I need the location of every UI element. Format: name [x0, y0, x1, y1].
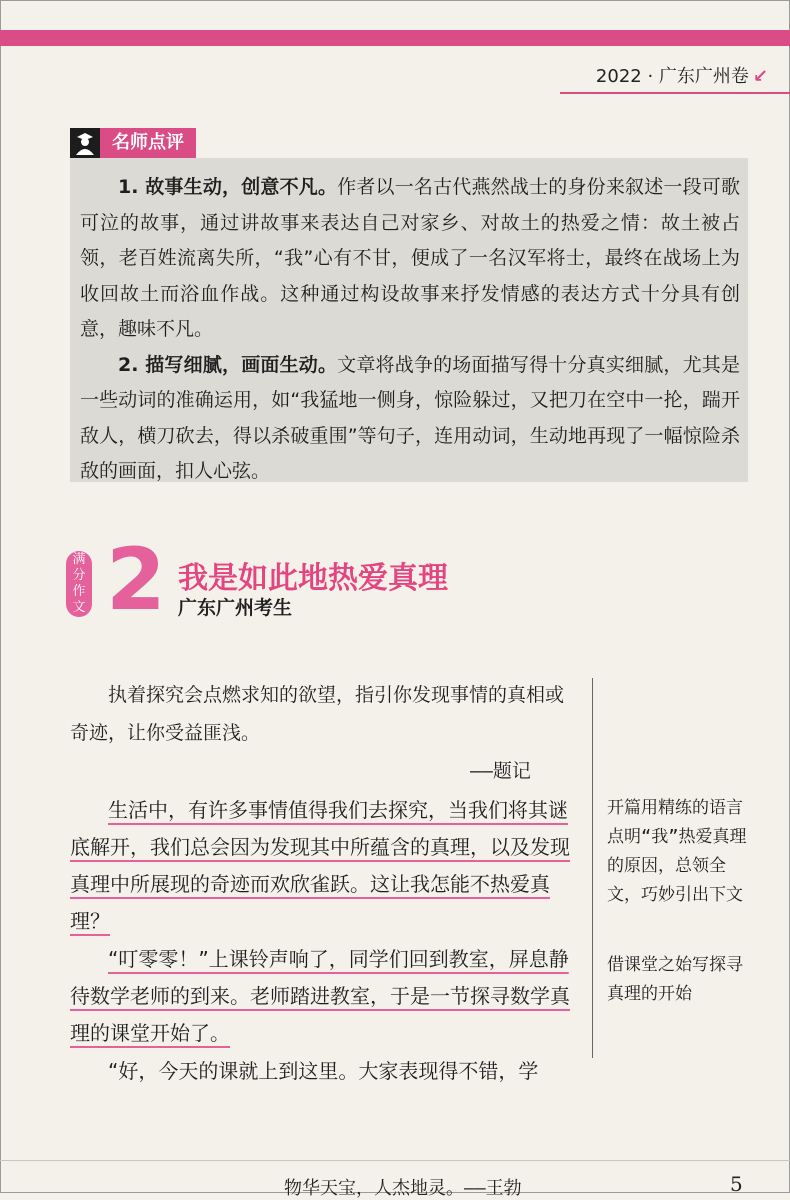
paragraph-2-text: “叮零零！”上课铃声响了，同学们回到教室，屏息静待数学老师的到来。老师踏进教室，于是一节探寻数学真理的课堂开始了。: [70, 947, 570, 1045]
label-char-4: 文: [72, 600, 86, 615]
review-point-1: [80, 170, 740, 348]
paragraph-3-text: “好，今天的课就上到这里。大家表现得不错，学: [108, 1059, 539, 1083]
paragraph-1: [70, 792, 580, 940]
epigraph-text: 执着探究会点燃求知的欲望，指引你发现事情的真相或奇迹，让你受益匪浅。: [70, 684, 565, 744]
review-point-1-body: 作者以一名古代燕然战士的身份来叙述一段可歌可泣的故事，通过讲故事来表达自己对家乡、对故土的热爱之情：故土被占领，老百姓流离失所，“我”心有不甘，便成了一名汉军将士，最终在战场上为收回故土而浴血作战。这种通过构设故事来抒发情感的表达方式十分具有创意，趣味不凡。: [80, 176, 740, 340]
page-number: 5: [730, 1172, 743, 1196]
footer-rule: [0, 1160, 790, 1161]
full-score-label: [66, 551, 92, 617]
essay-author: 广东广州考生: [178, 597, 293, 619]
label-char-2: 分: [72, 568, 86, 583]
essay-number: 2: [106, 530, 166, 630]
margin-rule: [592, 678, 593, 1058]
paragraph-3: [70, 1053, 580, 1090]
review-point-2: [80, 348, 740, 490]
exam-tag-text: 2022 · 广东广州卷: [595, 66, 749, 87]
epigraph-sign: ——题记: [470, 760, 531, 782]
label-char-1: 满: [72, 552, 86, 567]
margin-note-1: 开篇用精练的语言点明“我”热爱真理的原因，总领全文，巧妙引出下文: [607, 798, 747, 905]
exam-tag: [596, 62, 768, 88]
review-text: [80, 170, 740, 490]
paragraph-1-text: 生活中，有许多事情值得我们去探究，当我们将其谜底解开，我们总会因为发现其中所蕴含的真理，以及发现真理中所展现的奇迹而欢欣雀跃。这让我怎能不热爱真理？: [70, 798, 570, 933]
review-point-2-body: 文章将战争的场面描写得十分真实细腻，尤其是一些动词的准确运用，如“我猛地一侧身，惊险躲过，又把刀在空中一抡，踹开敌人，横刀砍去，得以杀破重围”等句子，连用动词，生动地再现了一幅惊险杀敌的画面，扣人心弦。: [80, 353, 740, 482]
review-badge-label: 名师点评: [100, 128, 196, 158]
review-badge: [70, 128, 196, 158]
label-char-3: 作: [72, 584, 86, 599]
review-point-2-heading: 2. 描写细腻，画面生动。: [118, 353, 338, 376]
epigraph: [70, 676, 580, 752]
corner-arrow-icon: ↙: [752, 66, 768, 87]
review-point-1-heading: 1. 故事生动，创意不凡。: [118, 176, 338, 198]
header-band: [0, 30, 790, 46]
essay-title: 我是如此地热爱真理: [178, 561, 448, 596]
header-rule: [560, 92, 790, 94]
essay-body: [70, 792, 580, 1091]
paragraph-2: [70, 941, 580, 1052]
essay-header: [66, 530, 766, 630]
teacher-icon: [70, 128, 100, 158]
margin-note-2: 借课堂之始写探寻真理的开始: [607, 955, 743, 1004]
footer-quote: 物华天宝，人杰地灵。——王勃: [284, 1178, 522, 1199]
